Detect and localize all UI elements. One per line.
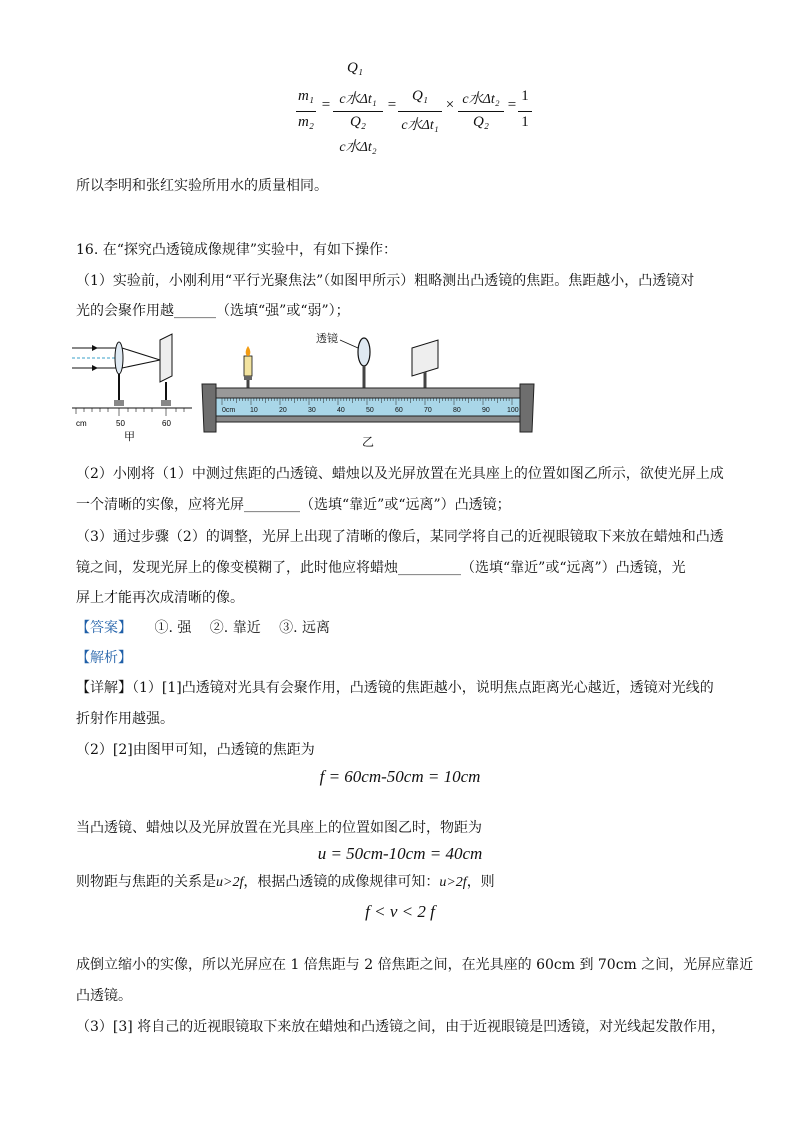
equation-focal-length: f = 60cm-50cm = 10cm xyxy=(319,767,481,786)
formula-cdt2-bottom: c水Δt₂ xyxy=(339,140,377,155)
bench-tick-30: 30 xyxy=(308,407,316,414)
formula-cdt2: c水Δt₂ xyxy=(462,92,500,107)
question-16-part2-line1: （2）小刚将（1）中测过焦距的凸透镜、蜡烛以及光屏放置在光具座上的位置如图乙所示，欲使光屏上成 xyxy=(76,466,724,482)
formula-m1: m₁ xyxy=(297,88,315,104)
bench-tick-20: 20 xyxy=(279,407,287,414)
question-16-part3-line3: 屏上才能再次成清晰的像。 xyxy=(76,590,244,606)
formula-m2: m₂ xyxy=(297,114,315,130)
figure-b-caption: 乙 xyxy=(362,435,375,449)
formula-cdt1: c水Δt₁ xyxy=(339,92,377,107)
bench-tick-90: 90 xyxy=(482,407,490,414)
bench-tick-80: 80 xyxy=(453,407,461,414)
figure-a-caption: 甲 xyxy=(124,431,135,442)
conclusion-text: 所以李明和张红实验所用水的质量相同。 xyxy=(76,178,328,194)
detail-line3: （2）[2]由图甲可知，凸透镜的焦距为 xyxy=(76,742,315,758)
detail-line1: 【详解】（1）[1]凸透镜对光具有会聚作用，凸透镜的焦距越小，说明焦点距离光心越近，透镜对光线的 xyxy=(76,680,714,696)
detail-line6: 成倒立缩小的实像，所以光屏应在 1 倍焦距与 2 倍焦距之间，在光具座的 60cm 到 70cm 之间，光屏应靠近 xyxy=(76,957,754,973)
detail-line7: 凸透镜。 xyxy=(76,988,132,1004)
bench-tick-50: 50 xyxy=(366,407,374,414)
bench-tick-0: 0cm xyxy=(222,407,236,414)
equation-object-distance: u = 50cm-10cm = 40cm xyxy=(317,844,483,863)
question-16-title: 16. 在“探究凸透镜成像规律”实验中，有如下操作： xyxy=(76,242,398,258)
question-16-part1-line1: （1）实验前，小刚利用“平行光聚焦法”（如图甲所示）粗略测出凸透镜的焦距。焦距越小，凸透镜对 xyxy=(76,273,695,289)
bench-tick-10: 10 xyxy=(250,407,258,414)
formula-q1-top: Q₁ xyxy=(346,60,364,76)
figure-b-optical-bench xyxy=(198,328,538,450)
inequality-1: u>2f xyxy=(216,875,244,890)
bench-tick-60: 60 xyxy=(395,407,403,414)
question-16-part1-line2: 光的会聚作用越______（选填“强”或“弱”）； xyxy=(76,303,350,319)
answer-text: ①. 强 ②. 靠近 ③. 远离 xyxy=(154,620,331,636)
figure-a-tick-50: 50 xyxy=(116,419,125,428)
formula-q2: Q₂ xyxy=(349,114,367,130)
figure-a-unit: cm xyxy=(76,419,87,428)
formula-result-num: 1 xyxy=(521,88,529,104)
answer-tag: 【答案】 xyxy=(76,620,132,636)
formula-result-den: 1 xyxy=(521,114,529,130)
formula-q2-den: Q₂ xyxy=(472,114,490,130)
bench-tick-70: 70 xyxy=(424,407,432,414)
analysis-tag: 【解析】 xyxy=(76,650,132,666)
formula-cdt1-den: c水Δt₁ xyxy=(401,118,439,133)
answer-row xyxy=(76,618,330,638)
detail-line5: 则物距与焦距的关系是u>2f，根据凸透镜的成像规律可知：u>2f，则 xyxy=(76,874,495,890)
figure-a-parallel-light xyxy=(72,330,192,442)
inequality-2: u>2f xyxy=(439,875,467,890)
detail-line2: 折射作用越强。 xyxy=(76,711,174,727)
lens-label: 透镜 xyxy=(316,333,338,345)
question-16-part2-line2: 一个清晰的实像，应将光屏________（选填“靠近”或“远离”）凸透镜； xyxy=(76,497,511,513)
detail-line4: 当凸透镜、蜡烛以及光屏放置在光具座上的位置如图乙时，物距为 xyxy=(76,820,482,836)
bench-tick-100: 100 xyxy=(507,407,519,414)
detail-line8: （3）[3] 将自己的近视眼镜取下来放在蜡烛和凸透镜之间，由于近视眼镜是凹透镜，对光线起发散作用， xyxy=(76,1019,726,1035)
equation-image-distance: f < v < 2 f xyxy=(365,902,435,921)
question-16-part3-line1: （3）通过步骤（2）的调整，光屏上出现了清晰的像后，某同学将自己的近视眼镜取下来放在蜡烛和凸透 xyxy=(76,529,724,545)
bench-tick-40: 40 xyxy=(337,407,345,414)
formula-q1: Q₁ xyxy=(411,88,429,104)
question-16-part3-line2: 镜之间，发现光屏上的像变模糊了，此时他应将蜡烛_________（选填“靠近”或“远离”）凸透镜，光 xyxy=(76,560,686,576)
figure-a-tick-60: 60 xyxy=(162,419,171,428)
